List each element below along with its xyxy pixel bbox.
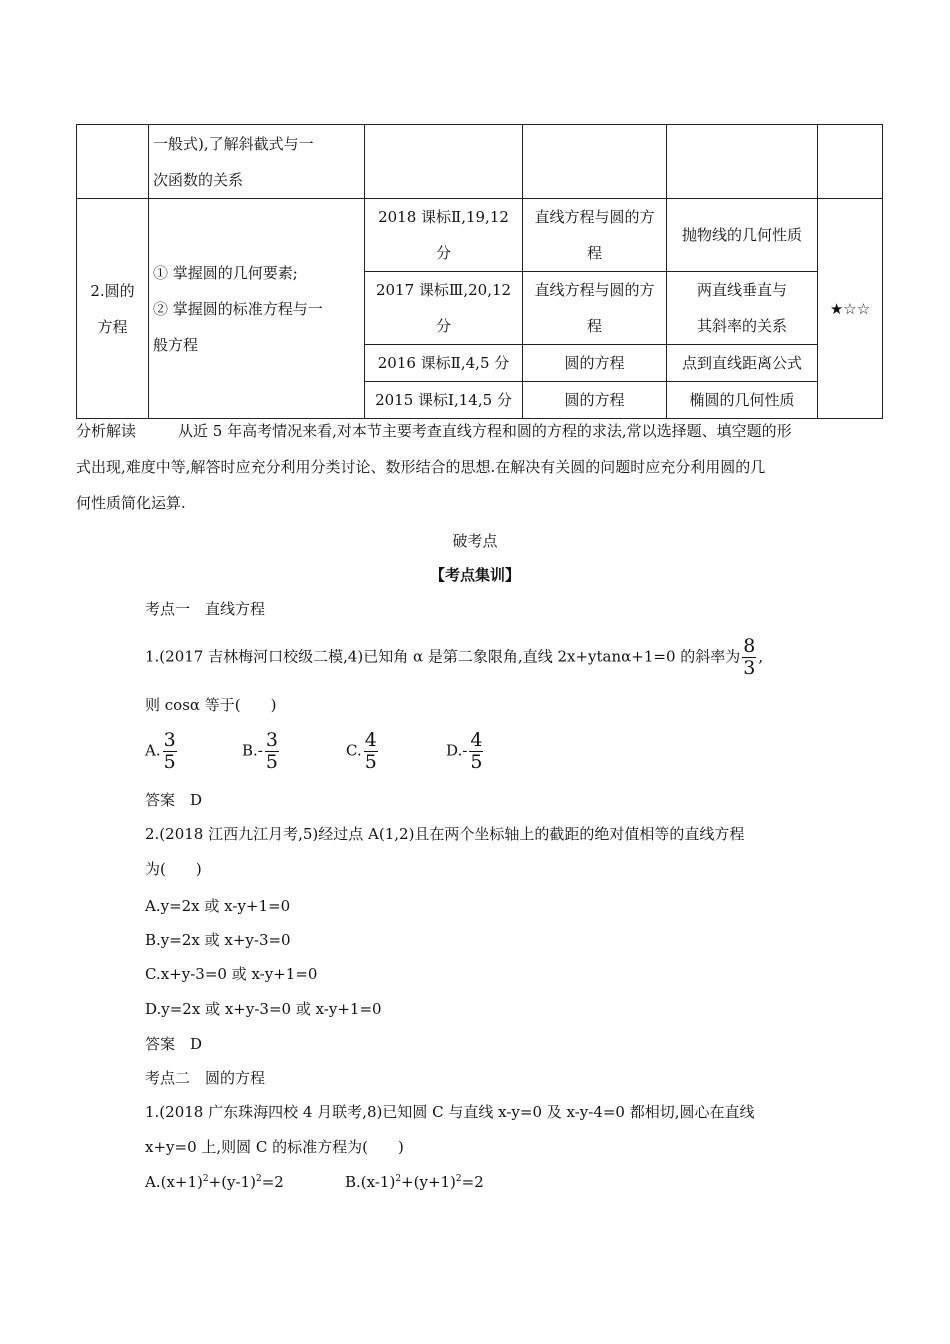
question-text: 为( ) bbox=[145, 860, 202, 878]
related-text: 其斜率的关系 bbox=[696, 317, 787, 335]
table-cell bbox=[77, 125, 149, 199]
topic-text: 直线方程与圆的方 bbox=[534, 281, 655, 299]
option-text: A.(x+1) bbox=[145, 1173, 203, 1191]
exam-cell: 2018 课标Ⅱ,19,12 分 bbox=[365, 199, 523, 272]
analysis-text: 式出现,难度中等,解答时应充分利用分类讨论、数形结合的思想.在解决有关圆的问题时应充分利用圆的几 bbox=[76, 458, 766, 476]
fraction-numerator: 4 bbox=[470, 729, 483, 751]
option-label: A. bbox=[145, 741, 161, 760]
option-b bbox=[242, 730, 281, 773]
option-b: B.y=2x 或 x+y-3=0 bbox=[145, 931, 291, 949]
question-text: x+y=0 上,则圆 C 的标准方程为( ) bbox=[145, 1138, 404, 1156]
table-cell bbox=[667, 125, 818, 199]
option-a bbox=[145, 1173, 284, 1191]
requirement-text: 般方程 bbox=[153, 335, 199, 354]
fraction bbox=[469, 730, 483, 773]
option-c: C.x+y-3=0 或 x-y+1=0 bbox=[145, 965, 318, 983]
fraction bbox=[163, 730, 177, 773]
related-text: 两直线垂直与 bbox=[696, 281, 787, 299]
option-label: D.- bbox=[446, 741, 468, 760]
exponent: 2 bbox=[455, 1174, 462, 1184]
option-b bbox=[345, 1173, 484, 1191]
table-row bbox=[77, 125, 883, 199]
question-text: 1.(2017 吉林梅河口校级二模,4)已知角 α 是第二象限角,直线 2x+ytanα+1=0 的斜率为 bbox=[145, 647, 741, 666]
difficulty-stars: ★☆☆ bbox=[818, 199, 883, 419]
fraction-numerator: 3 bbox=[163, 729, 176, 751]
exponent: 2 bbox=[395, 1174, 402, 1184]
table-cell bbox=[365, 125, 523, 199]
option-text: =2 bbox=[461, 1173, 484, 1191]
table-cell bbox=[818, 125, 883, 199]
requirement-text: 次函数的关系 bbox=[153, 170, 244, 189]
topic-cell: 圆的方程 bbox=[523, 382, 667, 419]
question-text: 则 cosα 等于( ) bbox=[145, 696, 277, 714]
option-a: A.y=2x 或 x-y+1=0 bbox=[145, 897, 291, 915]
topic-cell bbox=[523, 199, 667, 272]
topic-cell bbox=[523, 272, 667, 345]
fraction-numerator: 8 bbox=[743, 635, 756, 657]
requirement-text: ② 掌握圆的标准方程与一 bbox=[153, 299, 323, 318]
requirement-cell bbox=[149, 125, 365, 199]
topic-text: 程 bbox=[586, 244, 602, 262]
analysis-text: 何性质简化运算. bbox=[76, 494, 186, 512]
option-label: C. bbox=[346, 741, 362, 760]
subsection-title: 【考点集训】 bbox=[429, 566, 520, 584]
table-cell bbox=[523, 125, 667, 199]
question-text: , bbox=[758, 647, 764, 666]
option-text: B.(x-1) bbox=[345, 1173, 396, 1191]
related-cell: 抛物线的几何性质 bbox=[667, 199, 818, 272]
analysis-label: 分析解读 bbox=[76, 422, 137, 440]
fraction-denominator: 3 bbox=[743, 657, 756, 679]
option-label: B.- bbox=[242, 741, 263, 760]
requirement-cell bbox=[149, 199, 365, 419]
question-text: 2.(2018 江西九江月考,5)经过点 A(1,2)且在两个坐标轴上的截距的绝对值相等的直线方程 bbox=[145, 825, 745, 843]
topic-cell: 圆的方程 bbox=[523, 345, 667, 382]
exam-cell: 2015 课标Ⅰ,14,5 分 bbox=[365, 382, 523, 419]
table-row bbox=[77, 199, 883, 272]
topic-text: 程 bbox=[586, 317, 602, 335]
option-a bbox=[145, 730, 179, 773]
requirement-text: 一般式),了解斜截式与一 bbox=[153, 134, 314, 153]
analysis-text: 从近 5 年高考情况来看,对本节主要考查直线方程和圆的方程的求法,常以选择题、填空题的形 bbox=[178, 422, 792, 440]
option-text: =2 bbox=[261, 1173, 284, 1191]
point-label: 方程 bbox=[97, 317, 128, 336]
related-cell: 点到直线距离公式 bbox=[667, 345, 818, 382]
related-cell: 椭圆的几何性质 bbox=[667, 382, 818, 419]
point-label: 2.圆的 bbox=[90, 281, 135, 300]
point-cell bbox=[77, 199, 149, 419]
fraction-denominator: 5 bbox=[470, 751, 483, 773]
related-cell bbox=[667, 272, 818, 345]
answer: 答案 D bbox=[145, 1035, 203, 1053]
syllabus-table bbox=[76, 124, 883, 419]
topic-text: 直线方程与圆的方 bbox=[534, 208, 655, 226]
section-title: 破考点 bbox=[452, 532, 498, 550]
question-text: 1.(2018 广东珠海四校 4 月联考,8)已知圆 C 与直线 x-y=0 及 x-y-4=0 都相切,圆心在直线 bbox=[145, 1103, 755, 1121]
option-c bbox=[346, 730, 380, 773]
option-text: +(y+1) bbox=[401, 1173, 456, 1191]
fraction-denominator: 5 bbox=[163, 751, 176, 773]
fraction-denominator: 5 bbox=[265, 751, 278, 773]
option-d bbox=[446, 730, 485, 773]
fraction bbox=[265, 730, 279, 773]
question-1 bbox=[145, 636, 763, 679]
answer: 答案 D bbox=[145, 791, 203, 809]
fraction-numerator: 3 bbox=[265, 729, 278, 751]
fraction bbox=[364, 730, 378, 773]
exponent: 2 bbox=[202, 1174, 209, 1184]
exponent: 2 bbox=[255, 1174, 262, 1184]
option-d: D.y=2x 或 x+y-3=0 或 x-y+1=0 bbox=[145, 1000, 382, 1018]
kp2-heading: 考点二 圆的方程 bbox=[145, 1069, 266, 1087]
kp1-heading: 考点一 直线方程 bbox=[145, 600, 266, 618]
option-text: +(y-1) bbox=[208, 1173, 256, 1191]
exam-cell: 2017 课标Ⅲ,20,12 分 bbox=[365, 272, 523, 345]
requirement-text: ① 掌握圆的几何要素; bbox=[153, 263, 298, 282]
fraction-numerator: 4 bbox=[364, 729, 377, 751]
exam-cell: 2016 课标Ⅱ,4,5 分 bbox=[365, 345, 523, 382]
fraction bbox=[742, 636, 756, 679]
fraction-denominator: 5 bbox=[364, 751, 377, 773]
